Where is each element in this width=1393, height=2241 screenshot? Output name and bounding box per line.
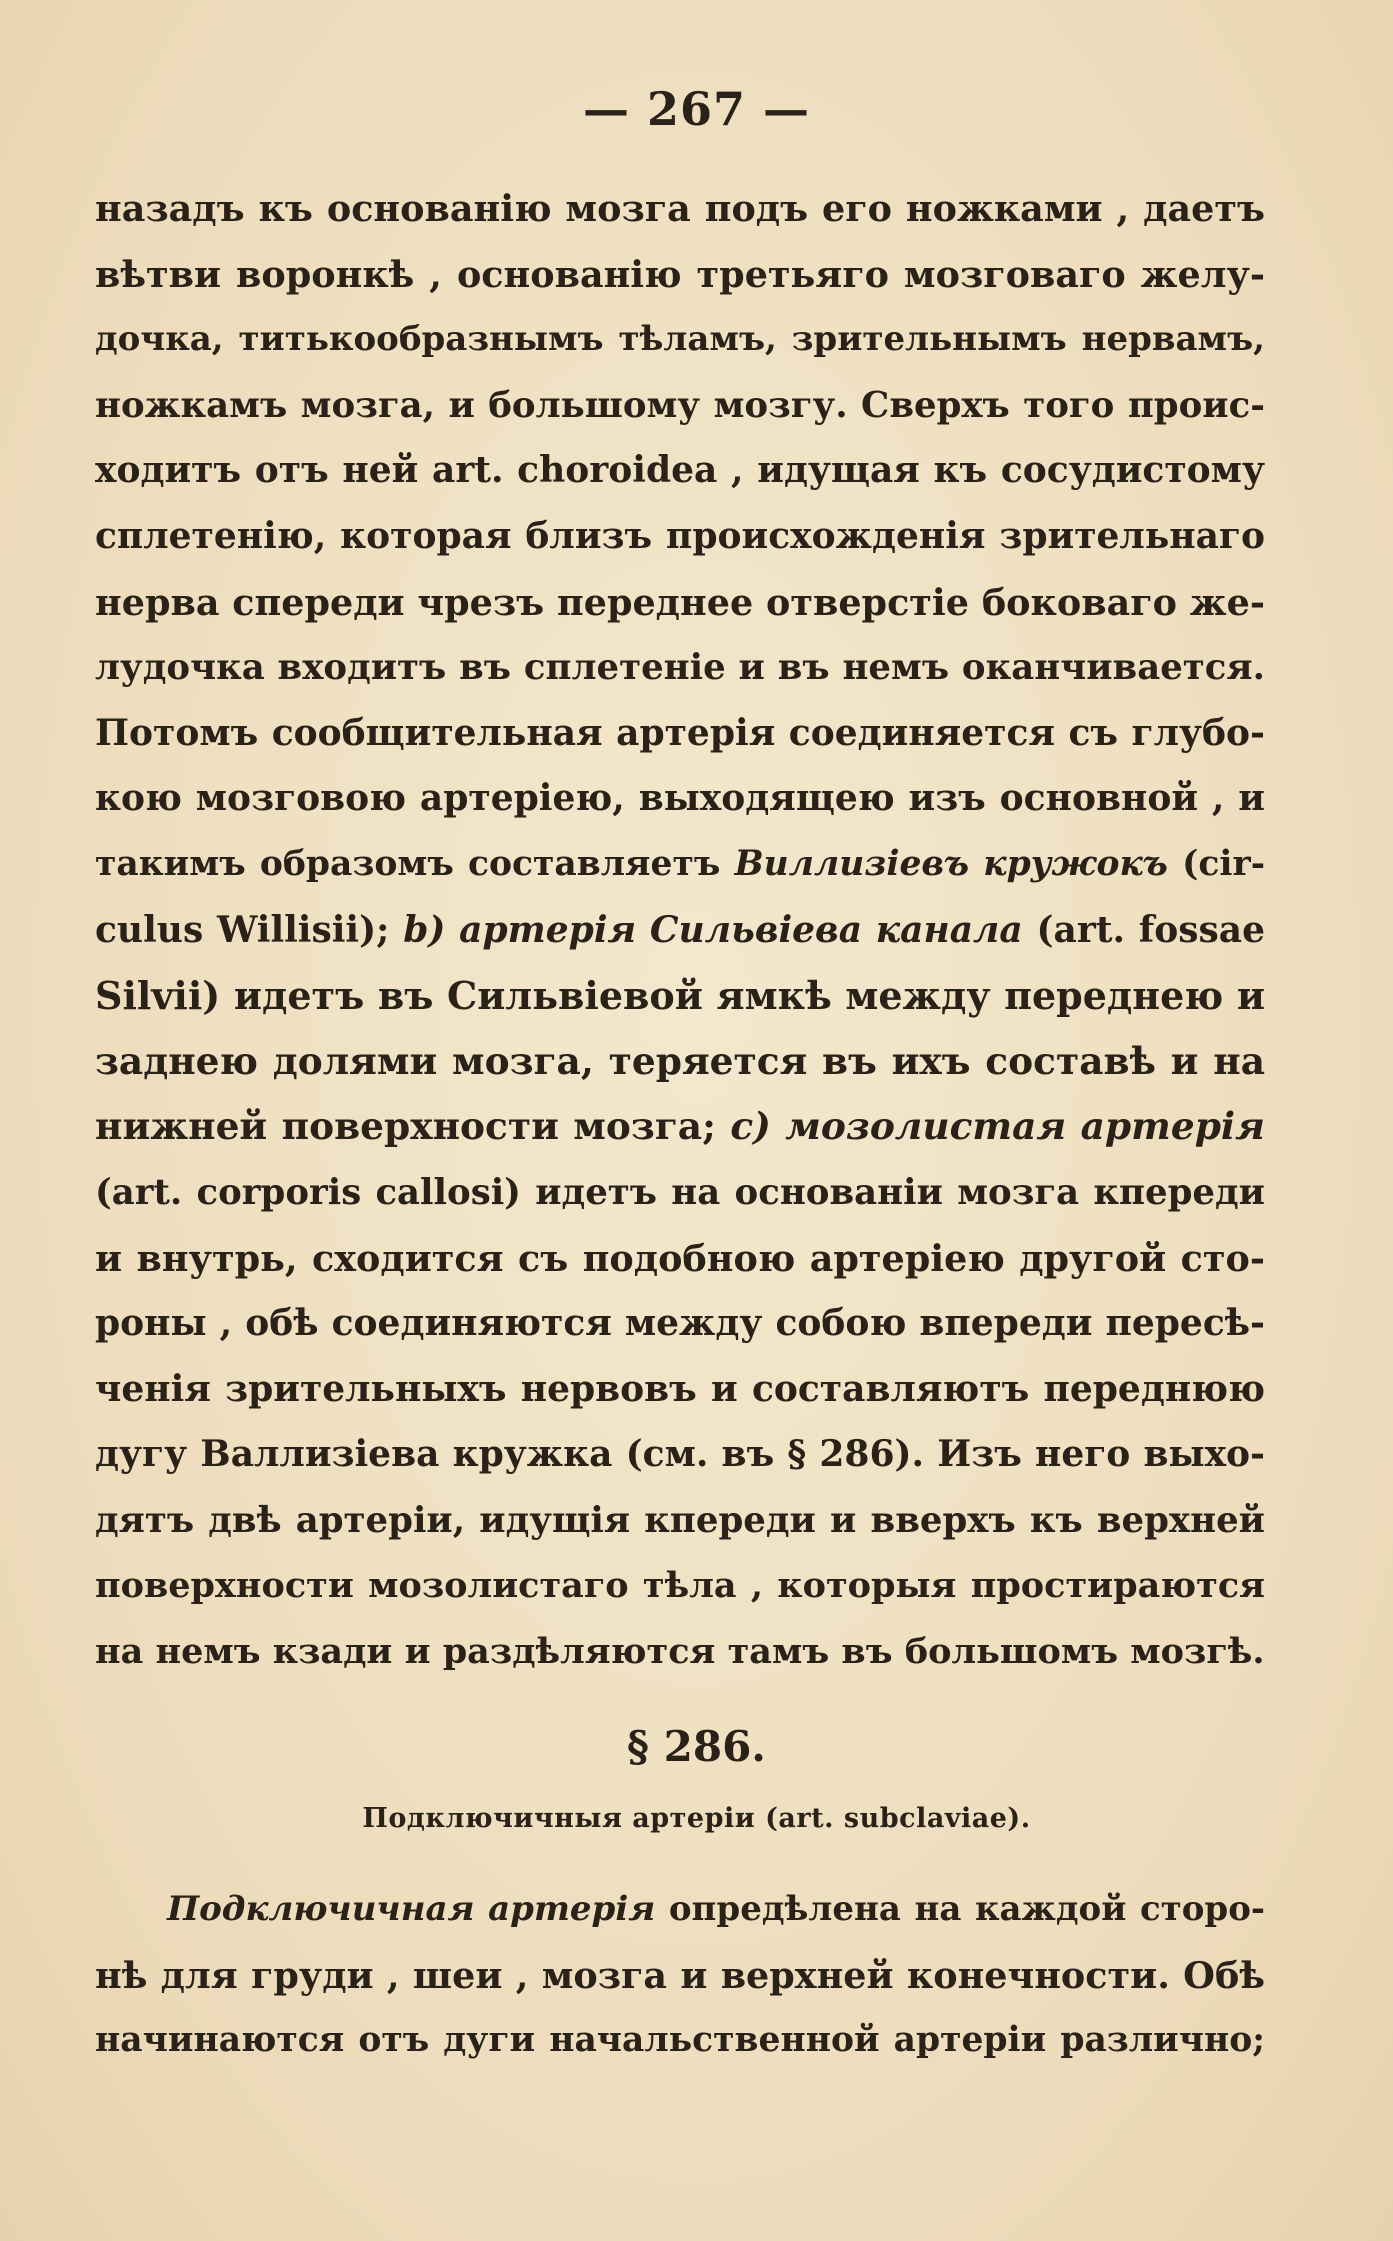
text-line: Потомъ сообщительная артерія соединяется съ глубо- — [95, 711, 1265, 754]
section-title: Подключичныя артеріи (art. subclaviae). — [362, 1803, 1031, 1834]
page-number: — 267 — — [582, 82, 811, 136]
text-line: поверхности мозолистаго тѣла , которыя простираются — [95, 1565, 1265, 1607]
text-line: нѣ для груди , шеи , мозга и верхней конечности. Обѣ — [95, 1953, 1265, 1997]
text-span: (art. fossae — [1022, 908, 1265, 951]
text-line: ченія зрительныхъ нервовъ и составляютъ переднюю — [95, 1367, 1265, 1410]
text-line: (art. corporis callosi) идетъ на основаніи мозга кпереди — [95, 1171, 1265, 1213]
italic-term: Виллизіевъ кружокъ — [734, 843, 1168, 884]
text-line: заднею долями мозга, теряется въ ихъ составѣ и на — [95, 1038, 1265, 1083]
text-line: Silvii) идетъ въ Сильвіевой ямкѣ между переднею и — [95, 973, 1265, 1019]
text-line: на немъ кзади и раздѣляются тамъ въ большомъ мозгѣ. — [95, 1631, 1265, 1673]
text-line — [95, 832, 1265, 898]
text-line: нерва спереди чрезъ переднее отверстіе боковаго же- — [95, 580, 1265, 624]
text-span: нижней поверхности мозга; — [95, 1104, 731, 1149]
text-line — [95, 1877, 1265, 1943]
text-line — [95, 898, 1265, 964]
text-line: дугу Валлизіева кружка (см. въ § 286). Изъ него выхо- — [95, 1433, 1265, 1476]
text-line: роны , обѣ соединяются между собою впереди пересѣ- — [95, 1302, 1265, 1345]
text-span: culus Willisii); — [95, 908, 404, 951]
italic-term: b) артерія Сильвіева канала — [403, 908, 1023, 951]
section-number: § 286. — [627, 1722, 766, 1771]
text-line: и внутрь, сходится съ подобною артеріею другой сто- — [95, 1236, 1265, 1280]
text-line: сплетенію, которая близъ происхожденія зрительнаго — [95, 514, 1265, 557]
italic-term: c) мозолистая артерія — [730, 1104, 1265, 1149]
text-line: лудочка входитъ въ сплетеніе и въ немъ оканчивается. — [95, 647, 1265, 689]
text-line: вѣтви воронкѣ , основанію третьяго мозговаго желу- — [95, 252, 1265, 296]
text-line: назадъ къ основанію мозга подъ его ножками , даетъ — [95, 187, 1265, 230]
paragraph-2 — [95, 1877, 1265, 2074]
text-span: (cir- — [1167, 843, 1265, 884]
text-line: начинаются отъ дуги начальственной артеріи различно; — [95, 2020, 1265, 2061]
italic-term: Подключичная артерія — [167, 1889, 656, 1929]
text-span: опредѣлена на каждой сторо- — [655, 1889, 1265, 1929]
text-line: ходитъ отъ ней art. choroidea , идущая къ сосудистому — [95, 449, 1265, 492]
text-line — [95, 1094, 1265, 1160]
text-line: ножкамъ мозга, и большому мозгу. Сверхъ того проис- — [95, 384, 1265, 426]
text-line: дятъ двѣ артеріи, идущія кпереди и вверхъ къ верхней — [95, 1499, 1265, 1541]
text-line: дочка, титькообразнымъ тѣламъ, зрительнымъ нервамъ, — [95, 319, 1265, 360]
text-span: такимъ образомъ составляетъ — [95, 843, 735, 884]
paragraph-1 — [95, 176, 1265, 1685]
text-line: кою мозговою артеріею, выходящею изъ основной , и — [95, 777, 1265, 820]
